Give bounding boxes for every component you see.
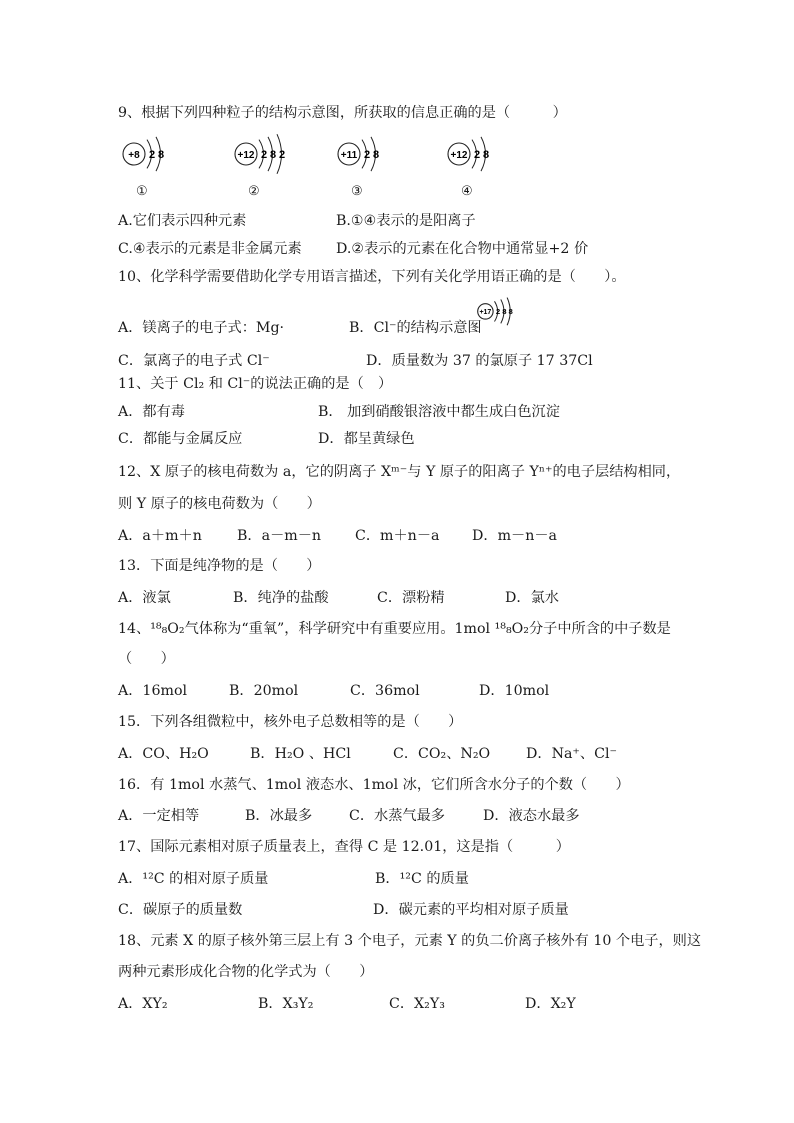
electron-count: 2 xyxy=(149,149,156,161)
q12-option-b[interactable]: B．a－m－n xyxy=(237,528,322,544)
q16-option-d[interactable]: D．液态水最多 xyxy=(483,808,580,824)
q10-stem: 10、化学科学需要借助化学专用语言描述，下列有关化学用语正确的是（ ）。 xyxy=(118,269,626,285)
q9-option-c[interactable]: C.④表示的元素是非金属元素 xyxy=(118,241,302,257)
q17-stem: 17、国际元素相对原子质量表上，查得 C 是 12.01，这是指（ ） xyxy=(118,839,570,855)
q15-stem: 15．下列各组微粒中，核外电子总数相等的是（ ） xyxy=(118,714,463,730)
q9-option-a[interactable]: A.它们表示四种元素 xyxy=(118,213,247,229)
q11-option-b[interactable]: B． 加到硝酸银溶液中都生成白色沉淀 xyxy=(318,404,560,420)
electron-count: 2 xyxy=(279,149,286,161)
q9-option-b[interactable]: B.①④表示的是阳离子 xyxy=(336,213,476,229)
q14-stem-line2: （ ） xyxy=(118,651,175,667)
q17-option-d[interactable]: D．碳元素的平均相对原子质量 xyxy=(373,902,569,918)
atom-label: ④ xyxy=(461,184,473,199)
q18-stem-line1: 18、元素 X 的原子核外第三层上有 3 个电子，元素 Y 的负二价离子核外有 10 个电子，则这 xyxy=(118,933,702,949)
electron-count: 2 xyxy=(495,307,501,317)
q17-option-a[interactable]: A．¹²C 的相对原子质量 xyxy=(118,871,269,887)
q11-option-a[interactable]: A．都有毒 xyxy=(118,404,185,420)
electron-count: 8 xyxy=(158,149,165,161)
q18-option-d[interactable]: D．X₂Y xyxy=(525,996,576,1012)
q10-option-c[interactable]: C．氯离子的电子式 Cl⁻ xyxy=(118,353,270,369)
q9-stem: 9、根据下列四种粒子的结构示意图，所获取的信息正确的是（ ） xyxy=(118,105,567,121)
atom-diagram xyxy=(122,132,182,180)
q12-option-d[interactable]: D．m－n－a xyxy=(472,528,557,544)
q13-stem: 13．下面是纯净物的是（ ） xyxy=(118,558,321,574)
q12-stem-line2: 则 Y 原子的核电荷数为（ ） xyxy=(118,496,321,512)
q12-option-c[interactable]: C．m＋n－a xyxy=(355,528,440,544)
electron-count: 8 xyxy=(508,307,513,317)
q16-stem: 16．有 1mol 水蒸气、1mol 液态水、1mol 冰，它们所含水分子的个数（ ） xyxy=(118,777,630,793)
q14-option-d[interactable]: D．10mol xyxy=(479,683,550,699)
q14-stem-line1: 14、¹⁸₈O₂气体称为“重氧”，科学研究中有重要应用。1mol ¹⁸₈O₂分子中所含的中子数是 xyxy=(118,621,671,637)
electron-count: 2 xyxy=(261,149,268,161)
q18-option-b[interactable]: B．X₃Y₂ xyxy=(258,996,314,1012)
nucleus-charge: +8 xyxy=(128,150,140,161)
q10-option-d[interactable]: D．质量数为 37 的氯原子 17 37Cl xyxy=(366,353,593,369)
q10-option-a[interactable]: A．镁离子的电子式：Mg· xyxy=(118,320,285,336)
q15-option-c[interactable]: C．CO₂、N₂O xyxy=(393,746,491,762)
q13-option-c[interactable]: C．漂粉精 xyxy=(377,590,445,606)
q18-stem-line2: 两种元素形成化合物的化学式为（ ） xyxy=(118,964,374,980)
q14-option-c[interactable]: C．36mol xyxy=(350,683,420,699)
atom-label: ① xyxy=(136,184,148,199)
q11-option-d[interactable]: D．都呈黄绿色 xyxy=(318,431,415,447)
electron-count: 2 xyxy=(364,149,371,161)
atom-diagram xyxy=(234,132,306,180)
q14-option-b[interactable]: B．20mol xyxy=(229,683,299,699)
q15-option-b[interactable]: B．H₂O 、HCl xyxy=(250,746,351,762)
q11-stem: 11、关于 Cl₂ 和 Cl⁻的说法正确的是（ ） xyxy=(118,376,393,392)
atom-label: ② xyxy=(248,184,260,199)
nucleus-charge: +12 xyxy=(450,150,468,161)
electron-count: 8 xyxy=(270,149,277,161)
q14-option-a[interactable]: A．16mol xyxy=(118,683,188,699)
q16-option-b[interactable]: B．冰最多 xyxy=(245,808,313,824)
q13-option-a[interactable]: A．液氯 xyxy=(118,590,171,606)
q17-option-c[interactable]: C．碳原子的质量数 xyxy=(118,902,243,918)
atom-diagram xyxy=(447,132,507,180)
q18-option-c[interactable]: C．X₂Y₃ xyxy=(389,996,445,1012)
q13-option-d[interactable]: D．氯水 xyxy=(505,590,559,606)
atom-diagram xyxy=(337,132,397,180)
q15-option-a[interactable]: A．CO、H₂O xyxy=(118,746,209,762)
q15-option-d[interactable]: D．Na⁺、Cl⁻ xyxy=(526,746,617,762)
q9-option-d[interactable]: D.②表示的元素在化合物中通常显+2 价 xyxy=(336,241,589,257)
q17-option-b[interactable]: B．¹²C 的质量 xyxy=(375,871,469,887)
q12-option-a[interactable]: A．a＋m＋n xyxy=(118,528,202,544)
q16-option-a[interactable]: A．一定相等 xyxy=(118,808,200,824)
q18-option-a[interactable]: A．XY₂ xyxy=(118,996,168,1012)
q12-stem-line1: 12、X 原子的核电荷数为 a，它的阴离子 Xᵐ⁻与 Y 原子的阳离子 Yⁿ⁺的电子层结构相同， xyxy=(118,464,681,480)
q16-option-c[interactable]: C．水蒸气最多 xyxy=(349,808,445,824)
electron-count: 8 xyxy=(483,149,490,161)
electron-count: 2 xyxy=(474,149,481,161)
nucleus-charge: +11 xyxy=(340,150,358,161)
nucleus-charge: +12 xyxy=(237,150,255,161)
nucleus-charge: +17 xyxy=(479,309,492,317)
atom-diagram xyxy=(477,296,527,330)
atom-label: ③ xyxy=(351,184,363,199)
q10-option-b[interactable]: B．Cl⁻的结构示意图 xyxy=(349,320,482,336)
q13-option-b[interactable]: B．纯净的盐酸 xyxy=(233,590,329,606)
electron-count: 8 xyxy=(373,149,380,161)
q11-option-c[interactable]: C．都能与金属反应 xyxy=(118,431,243,447)
electron-count: 8 xyxy=(502,307,507,317)
